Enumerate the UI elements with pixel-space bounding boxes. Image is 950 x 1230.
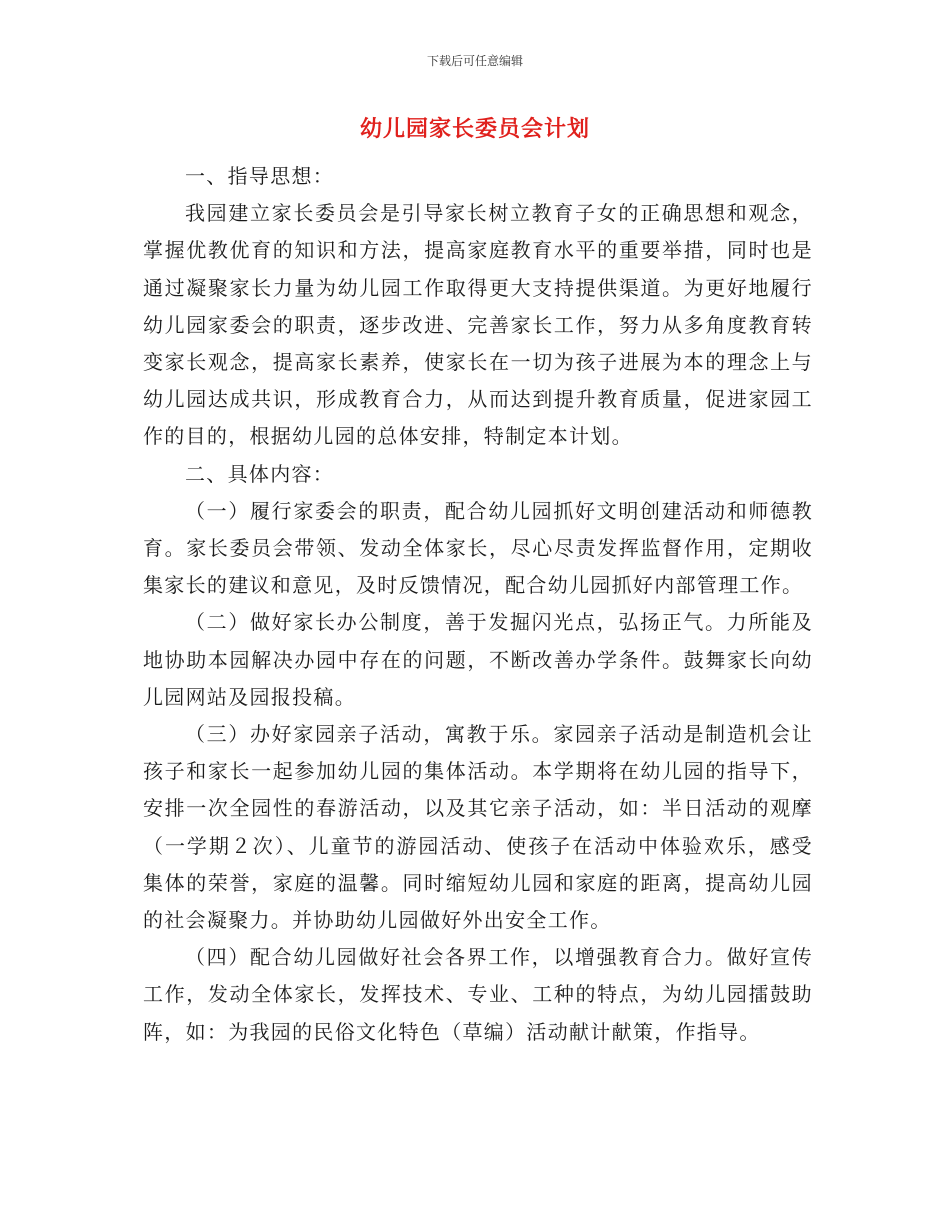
paragraph-item-2: （二）做好家长办公制度，善于发掘闪光点，弘扬正气。力所能及地协助本园解决办园中存在的问题，不断改善办学条件。鼓舞家长向幼儿园网站及园报投稿。 <box>143 610 813 709</box>
paragraph-item-3: （三）办好家园亲子活动，寓教于乐。家园亲子活动是制造机会让孩子和家长一起参加幼儿园的集体活动。本学期将在幼儿园的指导下，安排一次全园性的春游活动，以及其它亲子活动，如：半日活动的观摩（一学期２次）、儿童节的游园活动、使孩子在活动中体验欢乐，感受集体的荣誉，家庭的温馨。同时缩短幼儿园和家庭的距离，提高幼儿园的社会凝聚力。并协助幼儿园做好外出安全工作。 <box>143 722 813 933</box>
document-body <box>143 158 813 1051</box>
paragraph-guiding-thought: 我园建立家长委员会是引导家长树立教育子女的正确思想和观念，掌握优教优育的知识和方法，提高家庭教育水平的重要举措，同时也是通过凝聚家长力量为幼儿园工作取得更大支持提供渠道。为更好地履行幼儿园家委会的职责，逐步改进、完善家长工作，努力从多角度教育转变家长观念，提高家长素养，使家长在一切为孩子进展为本的理念上与幼儿园达成共识，形成教育合力，从而达到提升教育质量，促进家园工作的目的，根据幼儿园的总体安排，特制定本计划。 <box>143 201 813 449</box>
paragraph-item-4: （四）配合幼儿园做好社会各界工作，以增强教育合力。做好宣传工作，发动全体家长，发挥技术、专业、工种的特点，为幼儿园擂鼓助阵，如：为我园的民俗文化特色（草编）活动献计献策，作指导。 <box>143 945 813 1044</box>
paragraph-item-1: （一）履行家委会的职责，配合幼儿园抓好文明创建活动和师德教育。家长委员会带领、发动全体家长，尽心尽责发挥监督作用，定期收集家长的建议和意见，及时反馈情况，配合幼儿园抓好内部管理工作。 <box>143 498 813 598</box>
header-note: 下载后可任意编辑 <box>426 54 523 68</box>
section-heading-guiding-thought: 一、指导思想： <box>185 164 335 188</box>
document-title: 幼儿园家长委员会计划 <box>359 116 590 142</box>
section-heading-specific-content: 二、具体内容： <box>185 461 335 486</box>
